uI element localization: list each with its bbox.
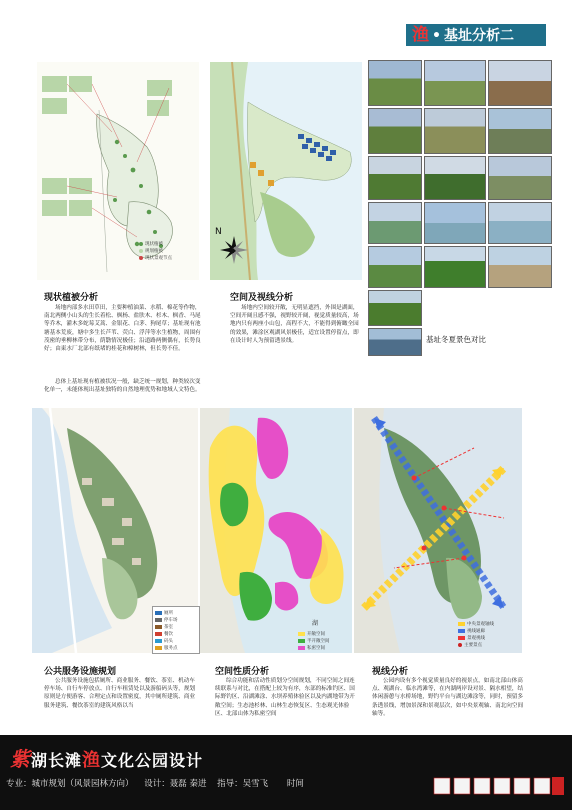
- legend-item: [155, 637, 197, 644]
- site-photo: [424, 108, 486, 154]
- legend-swatch: [139, 249, 143, 253]
- legend-label: 主要景点: [464, 642, 482, 648]
- legend-label: 厕所: [164, 610, 173, 616]
- legend-label: 视线通廊: [467, 628, 485, 634]
- vegetation-body: 场地内部多水田草田，主要种植油菜、水稻、棉花等作物，南北两侧小山头的生长着松、枫杨、盐肤木、杉木、枫香、马尾等乔木，灌木多蛇莓艾蒿、金银花、白茅、狗尾草；基址现有池塘基本荒废，塘中多生长芦苇、荧白、浮萍等水生植物，周围有茂密的垂柳林带分布，荫翳情况极佳；沿道路两侧偶有，长势良好；由東水厂北部有纸堵的桂花和樟树林，但长势不佳。: [44, 305, 201, 353]
- legend-item: [139, 240, 195, 247]
- north-arrow-icon: [212, 222, 252, 272]
- watermark-logo: [430, 773, 566, 803]
- legend-item: [298, 644, 348, 651]
- legend-item: [155, 623, 197, 630]
- legend-label: 私密空间: [307, 645, 325, 651]
- sight-map-panel: [354, 408, 522, 653]
- legend-label: 餐饮: [164, 631, 173, 637]
- legend-label: 半开敞空间: [307, 638, 330, 644]
- nature-legend: [298, 630, 348, 651]
- space-map-panel: [210, 62, 362, 280]
- footer-title-fish: 渔: [82, 750, 102, 771]
- site-photo: [424, 202, 486, 244]
- footer-bar: [0, 735, 572, 810]
- vegetation-legend: [139, 240, 195, 261]
- legend-swatch: [139, 242, 143, 246]
- legend-item: [458, 641, 520, 648]
- site-photo: [424, 246, 486, 288]
- legend-label: 景观视线: [467, 635, 485, 641]
- site-photo: [368, 60, 422, 106]
- space-nature-map-panel: [200, 408, 352, 653]
- space-body: 场地内空间较开敞，无明显遮挡，外围是湖面，空间开阔且感不强，视野较开阔，视觉质量较高，场地内只有两座小山包，高程不大，不能得到俯瞰全园的效果，滩涂区观湖风景极佳，适宜设置停留点，即在设计时人为预留透景线。: [230, 305, 359, 344]
- public-title: 公共服务设施规划: [44, 667, 117, 677]
- legend-label: 服务点: [164, 645, 178, 651]
- legend-item: [458, 627, 520, 634]
- legend-item: [155, 630, 197, 637]
- legend-swatch: [155, 632, 162, 636]
- site-photo: [488, 202, 552, 244]
- legend-swatch: [458, 622, 465, 626]
- fish-char: 渔: [412, 25, 429, 45]
- legend-label: 茶室: [164, 624, 173, 630]
- legend-label: 规划植被: [145, 248, 163, 254]
- legend-swatch: [155, 646, 162, 650]
- legend-swatch: [298, 632, 305, 636]
- legend-item: [298, 630, 348, 637]
- public-facilities-map-panel: [32, 408, 198, 653]
- legend-label: 现状植被: [145, 241, 163, 247]
- public-legend: [152, 606, 200, 654]
- header-dot: •: [432, 28, 441, 44]
- footer-credits: [6, 777, 304, 789]
- site-photo: [424, 156, 486, 200]
- space-nature-map: [200, 408, 352, 653]
- site-photo: [488, 156, 552, 200]
- legend-swatch: [298, 646, 305, 650]
- legend-swatch: [155, 611, 162, 615]
- legend-label: 开敞空间: [307, 631, 325, 637]
- legend-item: [458, 634, 520, 641]
- site-photo: [368, 246, 422, 288]
- legend-swatch: [155, 625, 162, 629]
- site-photo: [368, 108, 422, 154]
- legend-item: [155, 644, 197, 651]
- page-title: 基址分析二: [443, 28, 514, 44]
- space-title: 空间及视线分析: [230, 293, 294, 303]
- sight-map: [354, 408, 522, 653]
- major-label: 专业：: [6, 779, 32, 789]
- public-body: 公共服务设施包括厕所、商业服务、餐饮、茶室、机动车停车场、自行车停放点、自行车租赁处以及游船码头等，规划原则是方便游客、合理定点和设置密度，其中厕所建筑、商业服务建筑、餐饮茶室的建筑风格以当: [44, 678, 196, 709]
- vegetation-map-panel: [37, 62, 199, 280]
- legend-label: 现状景观节点: [145, 255, 172, 261]
- legend-item: [155, 609, 197, 616]
- vegetation-title: 现状植被分析: [44, 293, 99, 303]
- footer-title: [10, 743, 203, 772]
- legend-swatch: [458, 643, 462, 647]
- sight-body: 公园内设有多个视觉质量良好的视景点，如南北部山体高点、观湖台、临水湾滩等，在内湖两岸设对景、隔水相望，结体闲游憩与水桥场地，野钓平台与湖边滩涂等，同时，预留多条透景线，增加景深和景观层次，如中央景观轴、南北向空间轴等。: [372, 678, 524, 717]
- site-photo: [368, 156, 422, 200]
- time-label: 时间: [286, 779, 304, 789]
- legend-item: [139, 254, 195, 261]
- site-photo: [424, 60, 486, 106]
- legend-swatch: [139, 256, 143, 260]
- svg-text:N: N: [215, 227, 222, 237]
- legend-item: [298, 637, 348, 644]
- footer-title-a: 湖长滩: [31, 751, 83, 770]
- legend-item: [458, 620, 520, 627]
- nature-body: 综合功能和活动性质划分空间规划，不同空间之间连续联系与对比，在搭配上较为有序，东部的标准钓区、国际野钓区、沿湖滩涂、水坝养殖体验区以及内湖地带为开敞空间；生态池杉林、山林生态恢复区、生态观光体验区、北部山体为私密空间: [215, 678, 355, 717]
- legend-swatch: [458, 636, 465, 640]
- site-photo: [368, 290, 422, 326]
- footer-title-b: 文化公园设计: [101, 751, 204, 770]
- legend-label: 中央景观轴线: [467, 621, 494, 627]
- site-photo: [488, 60, 552, 106]
- legend-swatch: [298, 639, 305, 643]
- legend-swatch: [458, 629, 465, 633]
- lake-label: 湖: [312, 620, 319, 627]
- design-label: 设计：: [144, 779, 170, 789]
- site-photo: [488, 246, 552, 288]
- legend-label: 停车场: [164, 617, 178, 623]
- site-photo: [368, 202, 422, 244]
- legend-swatch: [155, 618, 162, 622]
- legend-label: 码头: [164, 638, 173, 644]
- sight-title: 视线分析: [372, 667, 409, 677]
- site-photo: [488, 108, 552, 154]
- site-photo-grid: [368, 60, 553, 358]
- advisor-value: 吴雪飞: [242, 779, 269, 789]
- legend-swatch: [155, 639, 162, 643]
- site-photo: [368, 328, 422, 356]
- vegetation-summary: 总体上基址现有植被状况一般，缺乏统一规划，种类较次变化单一，未能体现出基址独特的自然地理优势和地域人文特色。: [44, 379, 201, 394]
- legend-item: [139, 247, 195, 254]
- nature-title: 空间性质分析: [215, 667, 270, 677]
- photos-caption: 基址冬夏景色对比: [426, 335, 486, 344]
- legend-item: [155, 616, 197, 623]
- major-value: 城市规划（风景园林方向）: [31, 779, 134, 789]
- section-header: [406, 24, 546, 46]
- advisor-label: 指导：: [217, 779, 243, 789]
- designers-value: 聂磊 秦进: [169, 779, 207, 789]
- footer-prefix: 紫: [10, 747, 31, 771]
- sight-legend: [458, 620, 520, 648]
